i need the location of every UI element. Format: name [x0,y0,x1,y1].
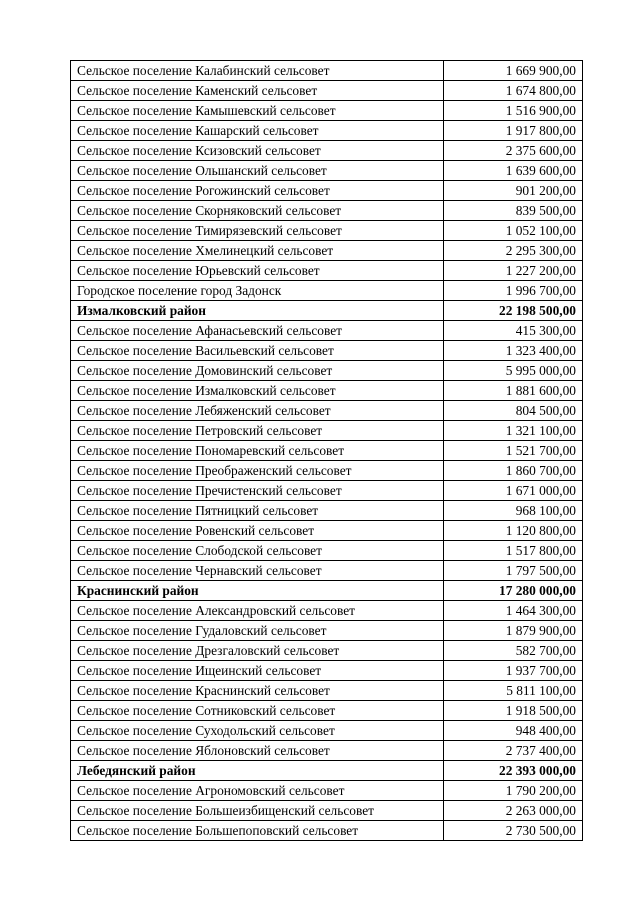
table-row [71,261,583,281]
amount-cell: 5 811 100,00 [444,681,583,701]
district-row [71,581,583,601]
table-row [71,221,583,241]
settlement-name-cell: Сельское поселение Камышевский сельсовет [71,101,444,121]
settlement-name-cell: Сельское поселение Слободской сельсовет [71,541,444,561]
table-row [71,181,583,201]
amount-cell: 1 669 900,00 [444,61,583,81]
district-amount-cell: 17 280 000,00 [444,581,583,601]
amount-cell: 1 674 800,00 [444,81,583,101]
settlement-name-cell: Сельское поселение Рогожинский сельсовет [71,181,444,201]
district-name-cell: Краснинский район [71,581,444,601]
settlement-name-cell: Сельское поселение Афанасьевский сельсовет [71,321,444,341]
amount-cell: 1 521 700,00 [444,441,583,461]
settlement-name-cell: Сельское поселение Лебяженский сельсовет [71,401,444,421]
amount-cell: 804 500,00 [444,401,583,421]
table-row [71,361,583,381]
table-row [71,201,583,221]
amount-cell: 1 937 700,00 [444,661,583,681]
table-row [71,661,583,681]
table-row [71,281,583,301]
amount-cell: 415 300,00 [444,321,583,341]
amount-cell: 1 639 600,00 [444,161,583,181]
amount-cell: 5 995 000,00 [444,361,583,381]
settlement-name-cell: Сельское поселение Краснинский сельсовет [71,681,444,701]
settlement-name-cell: Сельское поселение Ксизовский сельсовет [71,141,444,161]
table-row [71,321,583,341]
table-row [71,121,583,141]
district-amount-cell: 22 393 000,00 [444,761,583,781]
table-row [71,541,583,561]
amount-cell: 1 120 800,00 [444,521,583,541]
settlement-name-cell: Сельское поселение Ольшанский сельсовет [71,161,444,181]
table-row [71,601,583,621]
table-row [71,721,583,741]
table-row [71,701,583,721]
settlement-name-cell: Сельское поселение Пятницкий сельсовет [71,501,444,521]
amount-cell: 1 517 800,00 [444,541,583,561]
amount-cell: 1 996 700,00 [444,281,583,301]
settlement-name-cell: Сельское поселение Большепоповский сельсовет [71,821,444,841]
district-row [71,761,583,781]
amount-cell: 1 860 700,00 [444,461,583,481]
amount-cell: 1 321 100,00 [444,421,583,441]
table-row [71,801,583,821]
table-row [71,381,583,401]
table-row [71,461,583,481]
amount-cell: 2 263 000,00 [444,801,583,821]
settlement-name-cell: Сельское поселение Чернавский сельсовет [71,561,444,581]
table-row [71,401,583,421]
amount-cell: 1 323 400,00 [444,341,583,361]
district-name-cell: Лебедянский район [71,761,444,781]
amount-cell: 1 052 100,00 [444,221,583,241]
settlement-name-cell: Городское поселение город Задонск [71,281,444,301]
table-row [71,641,583,661]
amount-cell: 2 730 500,00 [444,821,583,841]
settlement-name-cell: Сельское поселение Измалковский сельсовет [71,381,444,401]
settlement-name-cell: Сельское поселение Хмелинецкий сельсовет [71,241,444,261]
table-row [71,821,583,841]
settlement-name-cell: Сельское поселение Гудаловский сельсовет [71,621,444,641]
table-row [71,161,583,181]
table-body [71,61,583,841]
amount-cell: 582 700,00 [444,641,583,661]
table-row [71,781,583,801]
amount-cell: 968 100,00 [444,501,583,521]
table-row [71,81,583,101]
settlement-name-cell: Сельское поселение Васильевский сельсовет [71,341,444,361]
settlement-name-cell: Сельское поселение Сотниковский сельсовет [71,701,444,721]
table-row [71,621,583,641]
amount-cell: 901 200,00 [444,181,583,201]
settlement-name-cell: Сельское поселение Суходольский сельсовет [71,721,444,741]
amount-cell: 1 671 000,00 [444,481,583,501]
settlement-name-cell: Сельское поселение Каменский сельсовет [71,81,444,101]
settlement-name-cell: Сельское поселение Юрьевский сельсовет [71,261,444,281]
amount-cell: 1 790 200,00 [444,781,583,801]
settlement-name-cell: Сельское поселение Тимирязевский сельсовет [71,221,444,241]
table-row [71,441,583,461]
amount-cell: 1 918 500,00 [444,701,583,721]
amount-cell: 2 375 600,00 [444,141,583,161]
table-row [71,481,583,501]
settlement-name-cell: Сельское поселение Большеизбищенский сельсовет [71,801,444,821]
table-row [71,421,583,441]
amount-cell: 1 797 500,00 [444,561,583,581]
settlement-name-cell: Сельское поселение Пономаревский сельсовет [71,441,444,461]
settlement-name-cell: Сельское поселение Александровский сельсовет [71,601,444,621]
district-amount-cell: 22 198 500,00 [444,301,583,321]
settlement-name-cell: Сельское поселение Ищеинский сельсовет [71,661,444,681]
settlement-name-cell: Сельское поселение Калабинский сельсовет [71,61,444,81]
settlement-name-cell: Сельское поселение Скорняковский сельсовет [71,201,444,221]
table-row [71,341,583,361]
settlement-name-cell: Сельское поселение Агрономовский сельсовет [71,781,444,801]
table-row [71,61,583,81]
amount-cell: 1 879 900,00 [444,621,583,641]
settlement-name-cell: Сельское поселение Пречистенский сельсовет [71,481,444,501]
settlement-name-cell: Сельское поселение Домовинский сельсовет [71,361,444,381]
table-row [71,741,583,761]
district-row [71,301,583,321]
district-name-cell: Измалковский район [71,301,444,321]
settlement-name-cell: Сельское поселение Петровский сельсовет [71,421,444,441]
document-page [70,60,582,841]
amount-cell: 948 400,00 [444,721,583,741]
amount-cell: 1 917 800,00 [444,121,583,141]
amount-cell: 1 516 900,00 [444,101,583,121]
amount-cell: 839 500,00 [444,201,583,221]
settlement-name-cell: Сельское поселение Яблоновский сельсовет [71,741,444,761]
settlement-name-cell: Сельское поселение Преображенский сельсовет [71,461,444,481]
amount-cell: 1 227 200,00 [444,261,583,281]
table-row [71,561,583,581]
table-row [71,101,583,121]
settlement-name-cell: Сельское поселение Ровенский сельсовет [71,521,444,541]
table-row [71,501,583,521]
table-row [71,141,583,161]
settlement-name-cell: Сельское поселение Дрезгаловский сельсовет [71,641,444,661]
allocation-table [70,60,583,841]
table-row [71,521,583,541]
amount-cell: 2 295 300,00 [444,241,583,261]
amount-cell: 1 464 300,00 [444,601,583,621]
table-row [71,241,583,261]
table-row [71,681,583,701]
settlement-name-cell: Сельское поселение Кашарский сельсовет [71,121,444,141]
amount-cell: 1 881 600,00 [444,381,583,401]
amount-cell: 2 737 400,00 [444,741,583,761]
